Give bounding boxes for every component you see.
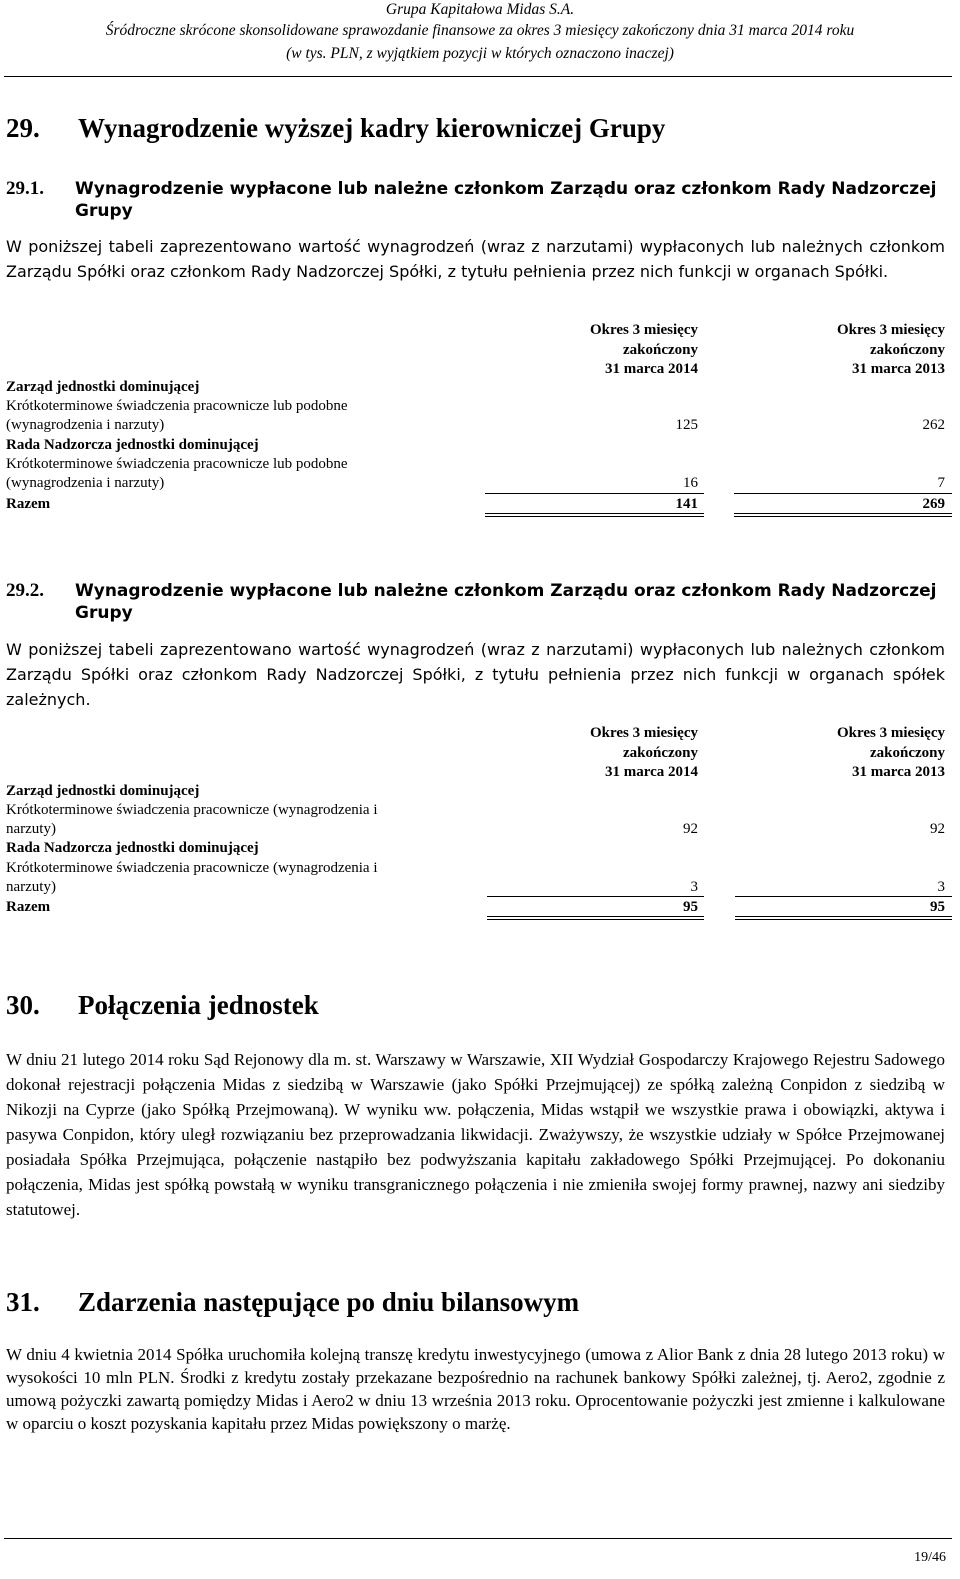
table2-total-double-rule-col1	[487, 916, 704, 920]
table1-row2-label-line1: Krótkoterminowe świadczenia pracownicze lub podobne	[6, 456, 348, 472]
header-company: Grupa Kapitałowa Midas S.A.	[385, 1, 575, 18]
section-29-title: Wynagrodzenie wyższej kadry kierowniczej Grupy	[78, 113, 666, 143]
section-29-2-number: 29.2.	[6, 580, 44, 601]
table1-col2-header-line1: Okres 3 miesięcy	[836, 322, 945, 338]
table1-row2-label-line2: (wynagrodzenia i narzuty)	[6, 475, 165, 491]
table1-row2-value-2013: 7	[937, 475, 945, 491]
table2-row2-value-2014: 3	[690, 879, 698, 895]
table1-row1-value-2013: 262	[922, 417, 945, 433]
section-29-1-title: Wynagrodzenie wypłacone lub należne członkom Zarządu oraz członkom Rady Nadzorczej Grupy	[75, 179, 937, 221]
section-30-heading	[6, 990, 319, 1021]
table1-col1-header-line1: Okres 3 miesięcy	[589, 322, 698, 338]
section-29-1-number: 29.1.	[6, 178, 44, 199]
table2-col1-header-line2: zakończony	[623, 745, 698, 761]
table2-col1-header-line3: 31 marca 2014	[604, 764, 698, 780]
page-number: 19/46	[914, 1550, 946, 1565]
table2-group-supervisory: Rada Nadzorcza jednostki dominującej	[6, 840, 259, 856]
table2-col1-header-line1: Okres 3 miesięcy	[589, 725, 698, 741]
table1-total-2014: 141	[675, 496, 698, 512]
table2-row2-label-line2: narzuty)	[6, 879, 56, 895]
header-divider	[4, 76, 952, 77]
section-29-2-heading	[6, 580, 952, 624]
table1-total-double-rule-col2	[734, 513, 952, 517]
table2-total-2014: 95	[683, 899, 698, 915]
section-31-number: 31.	[6, 1287, 40, 1317]
section-30-body: W dniu 21 lutego 2014 roku Sąd Rejonowy dla m. st. Warszawy w Warszawie, XII Wydział Gospodarczy Krajowego Rejestru Sadowego dokonał rejestracji połączenia Midas z siedzibą w Warszawie (jako Spółki Przejmującej) ze spółką zależną Conpidon z siedzibą w Nikozji na Cyprze (jako Spółką Przejmowaną). W wyniku ww. połączenia, Midas wstąpił we wszystkie prawa i obowiązki, aktywa i pasywa Conpidon, który uległ rozwiązaniu bez przeprowadzania likwidacji. Zważywszy, że wszystkie udziały w Spółce Przejmowanej posiadała Spółka Przejmująca, połączenie nastąpiło bez podwyższania kapitału zakładowego Spółki Przejmującej. Po dokonaniu połączenia, Midas jest spółką powstałą w wyniku transgranicznego połączenia i nie zmieniła swojej formy prawnej, nazwy ani siedziby statutowej.	[6, 1050, 945, 1219]
table2-row2-label-line1: Krótkoterminowe świadczenia pracownicze (wynagrodzenia i	[6, 860, 378, 876]
footer-divider	[4, 1538, 952, 1539]
table1-col1-header-line2: zakończony	[623, 342, 698, 358]
table1-col1-header-line3: 31 marca 2014	[604, 361, 698, 377]
header-units: (w tys. PLN, z wyjątkiem pozycji w których oznaczono inaczej)	[286, 45, 674, 62]
table1-row2-value-2014: 16	[683, 475, 698, 491]
table1-row1-label-line1: Krótkoterminowe świadczenia pracownicze lub podobne	[6, 398, 348, 414]
table1-total-2013: 269	[922, 496, 945, 512]
table2-subtotal-rule-col2	[735, 896, 952, 897]
table1-subtotal-rule-col2	[734, 493, 952, 494]
section-29-1-intro: W poniższej tabeli zaprezentowano wartość wynagrodzeń (wraz z narzutami) wypłaconych lub należnych członkom Zarządu Spółki oraz członkom Rady Nadzorczej Spółki, z tytułu pełnienia przez nich funkcji w organach Spółki.	[6, 237, 945, 281]
section-29-1-heading	[6, 178, 952, 222]
table1-col2-header-line3: 31 marca 2013	[851, 361, 945, 377]
table1-subtotal-rule-col1	[485, 493, 704, 494]
header-report-title: Śródroczne skrócone skonsolidowane sprawozdanie finansowe za okres 3 miesięcy zakończony dnia 31 marca 2014 roku	[105, 22, 855, 39]
table2-row2-value-2013: 3	[937, 879, 945, 895]
section-29-number: 29.	[6, 113, 40, 143]
section-31-body: W dniu 4 kwietnia 2014 Spółka uruchomiła kolejną transzę kredytu inwestycyjnego (umowa z Alior Bank z dnia 28 lutego 2013 roku) w wysokości 10 mln PLN. Środki z kredytu zostały przekazane bezpośrednio na rachunek bankowy Spółki zależnej, tj. Aero2, zgodnie z umową pożyczki zawartą pomiędzy Midas i Aero2 w dniu 13 września 2013 roku. Oprocentowanie pożyczki jest zmienne i kalkulowane w oparciu o koszt pozyskania kapitału przez Midas powiększony o marżę.	[6, 1345, 945, 1433]
table1-group-supervisory: Rada Nadzorcza jednostki dominującej	[6, 437, 259, 453]
section-29-2-intro: W poniższej tabeli zaprezentowano wartość wynagrodzeń (wraz z narzutami) wypłaconych lub należnych członkom Zarządu Spółki oraz członkom Rady Nadzorczej Spółki, z tytułu pełnienia przez nich funkcji w organach spółek zależnych.	[6, 640, 945, 709]
table1-row1-value-2014: 125	[675, 417, 698, 433]
section-29-heading	[6, 113, 665, 144]
table2-row1-value-2013: 92	[930, 821, 945, 837]
table2-row1-label-line1: Krótkoterminowe świadczenia pracownicze (wynagrodzenia i	[6, 802, 378, 818]
section-30-title: Połączenia jednostek	[78, 990, 319, 1020]
section-29-2-title: Wynagrodzenie wypłacone lub należne członkom Zarządu oraz członkom Rady Nadzorczej Grupy	[75, 581, 937, 623]
table2-group-board: Zarząd jednostki dominującej	[6, 783, 200, 799]
table2-total-double-rule-col2	[735, 916, 952, 920]
table1-col2-header-line2: zakończony	[870, 342, 945, 358]
table2-row1-label-line2: narzuty)	[6, 821, 56, 837]
table2-total-2013: 95	[930, 899, 945, 915]
section-31-title: Zdarzenia następujące po dniu bilansowym	[78, 1287, 580, 1317]
table1-row1-label-line2: (wynagrodzenia i narzuty)	[6, 417, 165, 433]
table2-row1-value-2014: 92	[683, 821, 698, 837]
section-31-heading	[6, 1287, 579, 1318]
section-30-number: 30.	[6, 990, 40, 1020]
table2-subtotal-rule-col1	[487, 896, 704, 897]
table2-total-label: Razem	[6, 899, 51, 915]
table2-col2-header-line2: zakończony	[870, 745, 945, 761]
table1-group-board: Zarząd jednostki dominującej	[6, 379, 200, 395]
table1-total-double-rule-col1	[485, 513, 704, 517]
table2-col2-header-line3: 31 marca 2013	[851, 764, 945, 780]
table1-total-label: Razem	[6, 496, 51, 512]
table2-col2-header-line1: Okres 3 miesięcy	[836, 725, 945, 741]
